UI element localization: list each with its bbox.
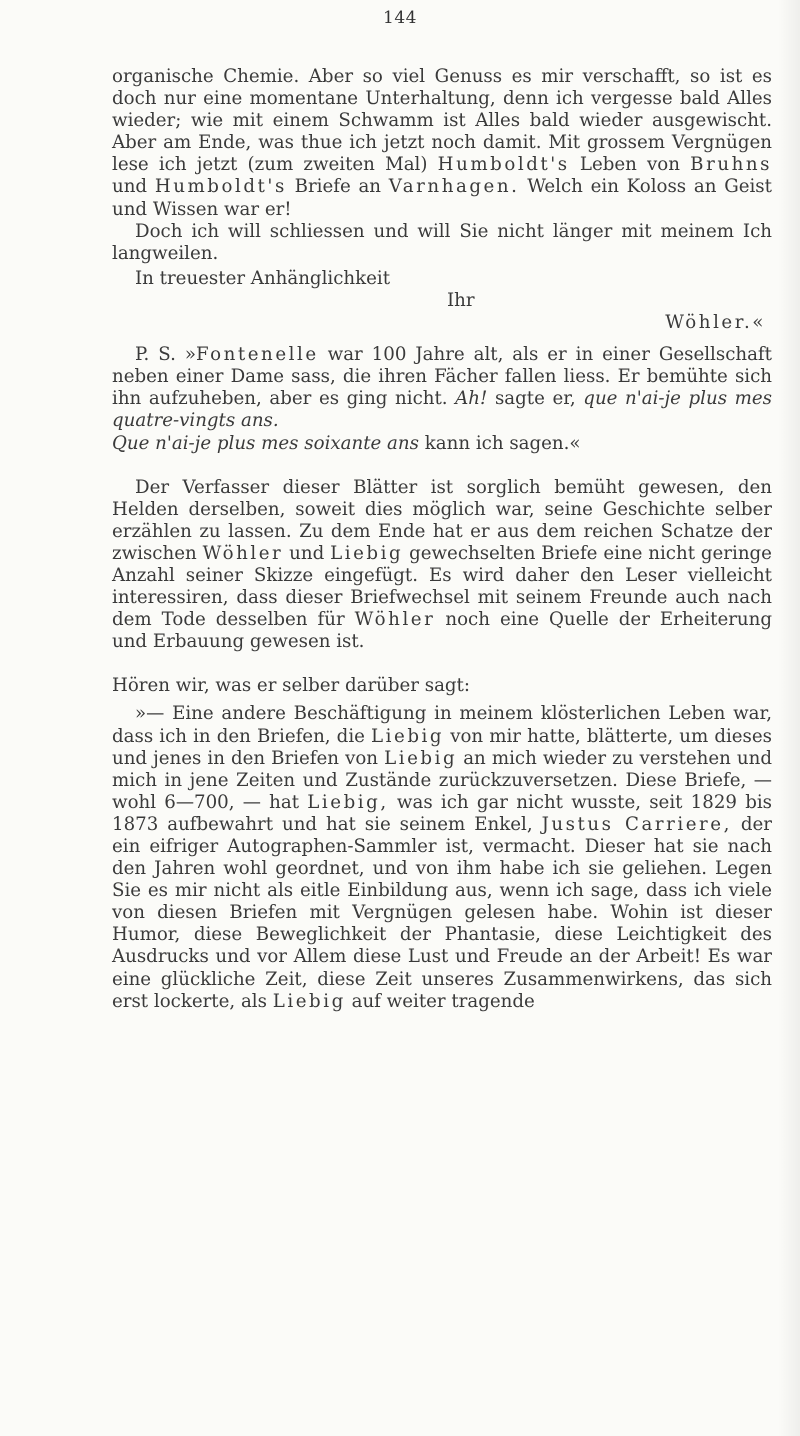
postscript-paragraph: P. S. »Fontenelle war 100 Jahre alt, als er in einer Gesellschaft neben einer Dame sass, die ihren Fächer fallen liess. Er bemühte sich ihn aufzuheben, aber es ging nicht. Ah! sagte er, que n'ai-je plus mes quatre-vingts ans. Que n'ai-je plus mes soixante ans kann ich sagen.« [112, 344, 772, 454]
intro-line: Hören wir, was er selber darüber sagt: [112, 675, 470, 697]
name-humboldt-briefe: Humboldt's [154, 176, 287, 198]
signature-ihr: Ihr [447, 289, 475, 311]
name-justus-carriere: Justus Carriere, [541, 813, 732, 835]
name-humboldt: Humboldt's [437, 154, 570, 176]
name-liebig: Liebig [384, 747, 458, 769]
name-varnhagen: Varnhagen. [388, 176, 520, 198]
quote-paragraph: »— Eine andere Beschäftigung in meinem klösterlichen Leben war, dass ich in den Briefen, die Liebig von mir hatte, blätterte, um dieses und jenes in den Briefen von Liebig an mich wieder zu verstehen und mich in jene Zeiten und Zustände zurückzuversetzen. Diese Briefe, — wohl 6—700, — hat Liebig, was ich gar nicht wusste, seit 1829 bis 1873 aufbewahrt und hat sie seinem Enkel, Justus Carriere, der ein eifriger Autographen-Sammler ist, vermacht. Dieser hat sie nach den Jahren wohl geordnet, und von ihm habe ich sie geliehen. Legen Sie es mir nicht als eitle Einbildung aus, wenn ich sage, dass ich viele von diesen Briefen mit Vergnügen gelesen habe. Wohin ist dieser Humor, diese Beweglichkeit der Phantasie, diese Leichtigkeit des Ausdrucks und vor Allem diese Lust und Freude an der Arbeit! Es war eine glückliche Zeit, diese Zeit unseres Zusammenwirkens, das sich erst lockerte, als Liebig auf weiter tragende [112, 703, 772, 1012]
salutation: In treuester Anhänglichkeit [135, 267, 391, 289]
signature-name: Wöhler.« [665, 312, 766, 334]
name-woehler: Wöhler [202, 542, 284, 564]
page-edge-shadow [778, 0, 800, 1436]
page-body [112, 66, 772, 1013]
letter-paragraph: organische Chemie. Aber so viel Genuss es mir verschafft, so ist es doch nur eine momentane Unterhaltung, denn ich vergesse bald Alles wieder; wie mit einem Schwamm ist Alles bald wieder ausgewischt. Aber am Ende, was thue ich jetzt noch damit. Mit grossem Vergnügen lese ich jetzt (zum zweiten Mal) Humboldt's Leben von Bruhns und Humboldt's Briefe an Varnhagen. Welch ein Koloss an Geist und Wissen war er! [112, 66, 772, 220]
farewell-paragraph: Doch ich will schliessen und will Sie nicht länger mit meinem Ich langweilen. [112, 220, 772, 264]
name-fontenelle: Fontenelle [195, 344, 319, 366]
name-liebig: Liebig [330, 542, 404, 564]
name-woehler: Wöhler [354, 609, 436, 631]
author-note-paragraph: Der Verfasser dieser Blätter ist sorglich bemüht gewesen, den Helden derselben, soweit dies möglich war, seine Geschichte selber erzählen zu lassen. Zu dem Ende hat er aus dem reichen Schatze der zwischen Wöhler und Liebig gewechselten Briefe eine nicht geringe Anzahl seiner Skizze eingefügt. Es wird daher den Leser vielleicht interessiren, dass dieser Briefwechsel mit seinem Freunde auch nach dem Tode desselben für Wöhler noch eine Quelle der Erheiterung und Erbauung gewesen ist. [112, 476, 772, 653]
page-number: 144 [383, 8, 417, 28]
name-liebig: Liebig, [307, 791, 389, 813]
name-liebig: Liebig [272, 990, 346, 1012]
name-liebig: Liebig [371, 725, 445, 747]
name-bruhns: Bruhns [690, 154, 772, 176]
